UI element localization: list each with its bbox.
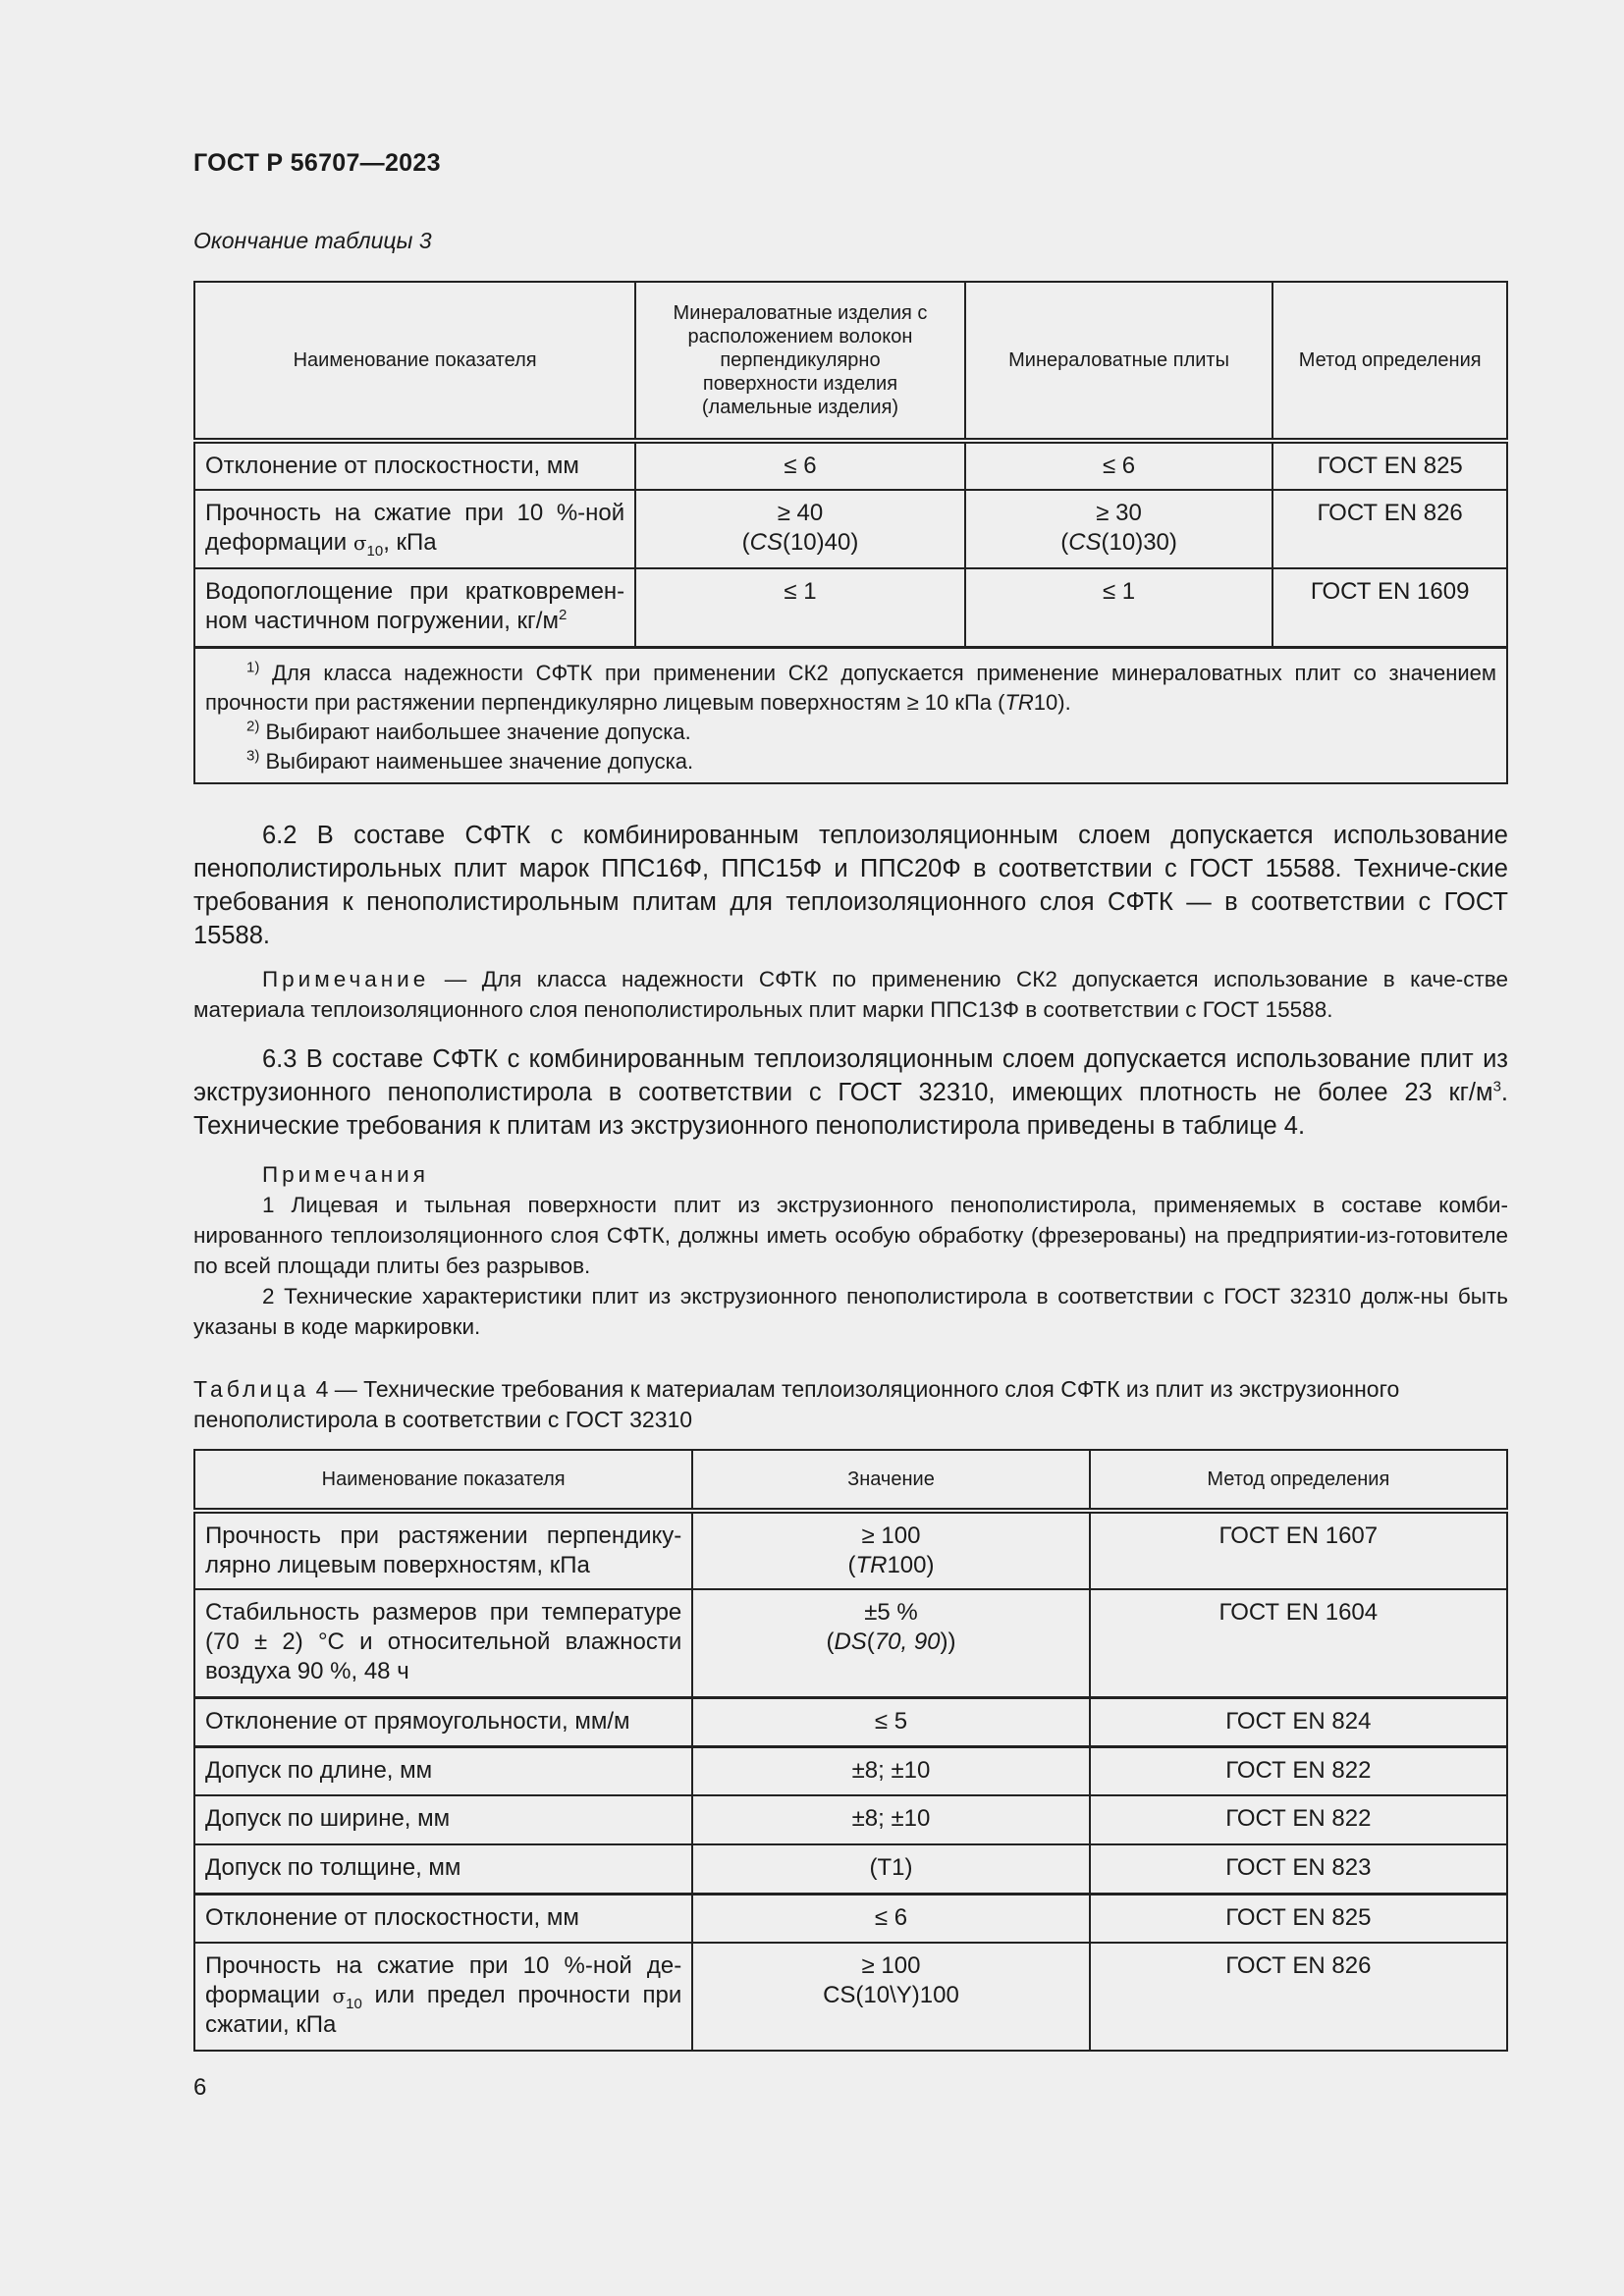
row-method: ГОСТ EN 825: [1272, 441, 1507, 490]
col-header-method: Метод определения: [1090, 1450, 1507, 1511]
table-row: [194, 1894, 1507, 1943]
row-name: Прочность на сжатие при 10 %-ной де-формации $\sigma_{10}$ или предел прочности при сжатии, кПа: [194, 1943, 692, 2051]
row-name: Стабильность размеров при температуре (70 ± 2) °С и относительной влажности воздуха 90 %, 48 ч: [194, 1589, 692, 1697]
section-6-3: [193, 1042, 1508, 1143]
row-method: ГОСТ EN 1607: [1090, 1511, 1507, 1589]
row-value: ≤ 1: [635, 568, 965, 647]
table-row: [194, 1795, 1507, 1844]
col-header-value: Значение: [692, 1450, 1089, 1511]
row-method: ГОСТ EN 822: [1090, 1795, 1507, 1844]
note-6-2: [193, 964, 1508, 1025]
table-row: [194, 1943, 1507, 2051]
row-method: ГОСТ EN 1609: [1272, 568, 1507, 647]
table-row: [194, 1589, 1507, 1697]
note-item: 1 Лицевая и тыльная поверхности плит из экструзионного пенополистирола, применяемых в составе комби-нированного теплоизоляционного слоя СФТК, должны иметь особую обработку (фрезерованы) на предприятии-из-готовителе по всей площади плиты без разрывов.: [193, 1193, 1508, 1278]
row-method: ГОСТ EN 826: [1090, 1943, 1507, 2051]
row-value: ±8; ±10: [692, 1795, 1089, 1844]
row-method: ГОСТ EN 823: [1090, 1844, 1507, 1894]
table-row: [194, 1844, 1507, 1894]
row-value: ≥ 100 (TR100): [692, 1511, 1089, 1589]
table-3: [193, 281, 1508, 784]
row-value: ≥ 100 CS(10\Y)100: [692, 1943, 1089, 2051]
table-row: [194, 1697, 1507, 1746]
row-method: ГОСТ EN 1604: [1090, 1589, 1507, 1697]
notes-6-3: [193, 1159, 1508, 1342]
note-item: 2 Технические характеристики плит из экструзионного пенополистирола в соответствии с ГОСТ 32310 долж-ны быть указаны в коде маркировки.: [193, 1284, 1508, 1339]
row-value: ≤ 6: [635, 441, 965, 490]
row-method: ГОСТ EN 826: [1272, 490, 1507, 568]
table4-caption: Таблица 4 — Технические требования к материалам теплоизоляционного слоя СФТК из плит из экструзионного пенополистирола в соответствии с ГОСТ 32310: [193, 1376, 1400, 1432]
table3-continuation-caption: Окончание таблицы 3: [193, 228, 432, 253]
table-row: [194, 568, 1507, 647]
row-name: Отклонение от плоскостности, мм: [194, 441, 635, 490]
document-code: ГОСТ Р 56707—2023: [193, 149, 441, 177]
row-value: ≤ 6: [965, 441, 1273, 490]
table-row: [194, 1511, 1507, 1589]
col-header-lamella: Минераловатные изделия с расположением волокон перпендикулярно поверхности изделия (ламельные изделия): [635, 282, 965, 441]
col-header-name: Наименование показателя: [194, 282, 635, 441]
table-header-row: [194, 1450, 1507, 1511]
row-method: ГОСТ EN 825: [1090, 1894, 1507, 1943]
row-method: ГОСТ EN 824: [1090, 1697, 1507, 1746]
row-name: Прочность на сжатие при 10 %-ной деформации $\sigma_{10}$, кПа: [194, 490, 635, 568]
table-row: [194, 1746, 1507, 1795]
row-value: ≥ 40 (CS(10)40): [635, 490, 965, 568]
table-4: [193, 1449, 1508, 2052]
row-name: Отклонение от плоскостности, мм: [194, 1894, 692, 1943]
table-row: [194, 441, 1507, 490]
row-name: Прочность при растяжении перпендику-лярно лицевым поверхностям, кПа: [194, 1511, 692, 1589]
col-header-method: Метод определения: [1272, 282, 1507, 441]
row-name: Водопоглощение при кратковремен-ном частичном погружении, $кг/м^2$: [194, 568, 635, 647]
row-name: Допуск по ширине, мм: [194, 1795, 692, 1844]
row-method: ГОСТ EN 822: [1090, 1746, 1507, 1795]
page-number: 6: [193, 2074, 207, 2101]
paragraph-6-3: 6.3 В составе СФТК с комбинированным теплоизоляционным слоем допускается использование плит из экструзионного пенополистирола в соответствии с ГОСТ 32310, имеющих плотность не более 23 $кг/м^3$. Технические требования к плитам из экструзионного пенополистирола приведены в таблице 4.: [193, 1045, 1508, 1140]
notes-heading: Примечания: [262, 1162, 429, 1187]
row-value: ≥ 30 (CS(10)30): [965, 490, 1273, 568]
row-value: ±5 % (DS(70, 90)): [692, 1589, 1089, 1697]
note-paragraph: Примечание — Для класса надежности СФТК по применению СК2 допускается использование в каче-стве материала теплоизоляционного слоя пенополистирольных плит марки ППС13Ф в соответствии с ГОСТ 15588.: [193, 967, 1508, 1022]
footnote: $^{2)}$ Выбирают наибольшее значение допуска.: [246, 718, 691, 744]
row-value: ≤ 5: [692, 1697, 1089, 1746]
paragraph-6-2: 6.2 В составе СФТК с комбинированным теплоизоляционным слоем допускается использование пенополистирольных плит марок ППС16Ф, ППС15Ф и ППС20Ф в соответствии с ГОСТ 15588. Техниче-ские требования к пенополистирольным плитам для теплоизоляционного слоя СФТК — в соответствии с ГОСТ 15588.: [193, 822, 1508, 949]
row-value: ≤ 6: [692, 1894, 1089, 1943]
table-footnotes-row: [194, 647, 1507, 783]
table-header-row: [194, 282, 1507, 441]
footnote: $^{1)}$ Для класса надежности СФТК при применении СК2 допускается применение минераловатных плит со значением прочности при растяжении перпендикулярно лицевым поверхностям ≥ 10 кПа (TR10).: [205, 659, 1496, 715]
section-6-2: [193, 819, 1508, 952]
table-footnotes: [194, 647, 1507, 783]
row-name: Отклонение от прямоугольности, мм/м: [194, 1697, 692, 1746]
row-value: ≤ 1: [965, 568, 1273, 647]
footnote: $^{3)}$ Выбирают наименьшее значение допуска.: [246, 747, 694, 774]
col-header-name: Наименование показателя: [194, 1450, 692, 1511]
row-name: Допуск по толщине, мм: [194, 1844, 692, 1894]
row-value: (Т1): [692, 1844, 1089, 1894]
row-name: Допуск по длине, мм: [194, 1746, 692, 1795]
row-value: ±8; ±10: [692, 1746, 1089, 1795]
table-row: [194, 490, 1507, 568]
col-header-plates: Минераловатные плиты: [965, 282, 1273, 441]
